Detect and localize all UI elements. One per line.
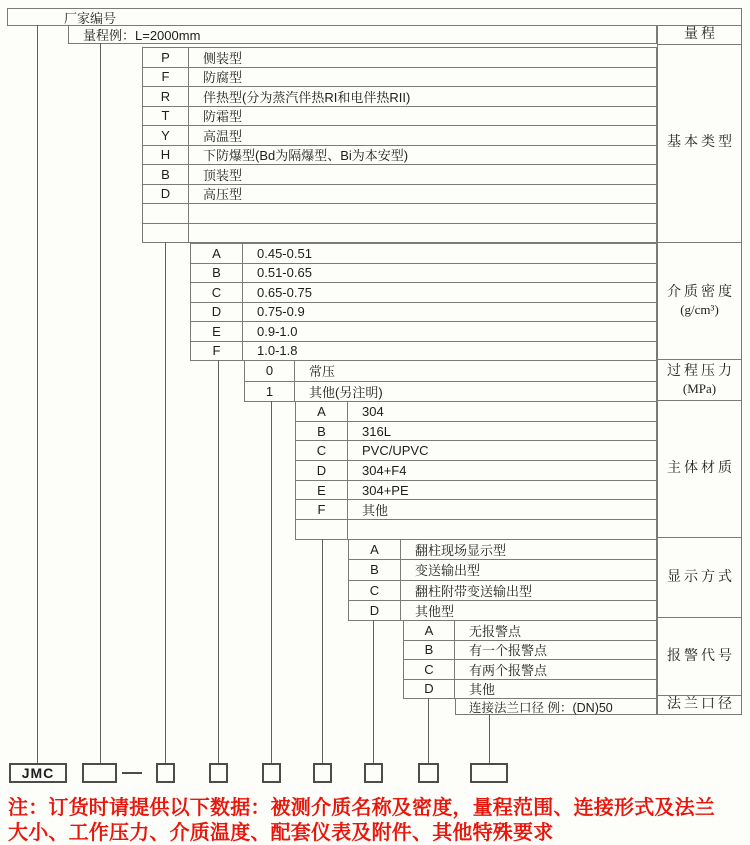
code-cell: B xyxy=(296,422,348,441)
table-row xyxy=(349,601,656,621)
code-cell: C xyxy=(191,283,243,302)
code-cell xyxy=(143,224,189,243)
model-prefix-box xyxy=(9,763,67,783)
description-cell: 1.0-1.8 xyxy=(257,343,298,359)
code-cell: F xyxy=(143,68,189,87)
code-box-alarm xyxy=(418,763,439,783)
description-cell: 变送输出型 xyxy=(415,563,481,579)
code-cell: 0 xyxy=(245,361,295,381)
code-cell: P xyxy=(143,48,189,67)
label-cell-density xyxy=(658,243,741,360)
table-row xyxy=(143,126,656,146)
description-cell: 0.51-0.65 xyxy=(257,265,312,281)
code-cell: F xyxy=(296,500,348,519)
connector-line-range xyxy=(100,43,101,764)
code-cell: 1 xyxy=(245,382,295,402)
table-row xyxy=(296,422,656,442)
label-cell-alarm xyxy=(658,618,741,696)
description-cell: 316L xyxy=(362,423,391,439)
table-row xyxy=(143,87,656,107)
table-row xyxy=(349,540,656,560)
table-row xyxy=(143,185,656,205)
code-cell: H xyxy=(143,146,189,165)
code-cell xyxy=(296,520,348,539)
factory-number-row xyxy=(7,8,742,26)
description-cell: 顶装型 xyxy=(203,167,243,183)
description-cell: 有一个报警点 xyxy=(469,643,548,659)
material-label: 主体材质 xyxy=(667,460,735,476)
description-cell: 其他(另注明) xyxy=(309,384,383,400)
description-cell: 防霜型 xyxy=(203,109,243,125)
code-box-basic-type xyxy=(156,763,175,783)
description-cell: 伴热型(分为蒸汽伴热RI和电伴热RII) xyxy=(203,89,411,105)
note-line-1: 注：订货时请提供以下数据：被测介质名称及密度，量程范围、连接形式及法兰 xyxy=(8,797,715,819)
code-cell: F xyxy=(191,342,243,361)
note-line-2: 大小、工作压力、介质温度、配套仪表及附件、其他特殊要求 xyxy=(8,822,554,844)
label-cell-flange xyxy=(658,696,741,714)
code-cell: B xyxy=(349,560,401,579)
flange-size-text: 连接法兰口径 例：(DN)50 xyxy=(469,700,613,715)
basic-type-table xyxy=(142,47,657,243)
code-cell: B xyxy=(404,641,455,660)
code-cell: D xyxy=(404,680,455,699)
table-row xyxy=(296,402,656,422)
alarm-code-table xyxy=(403,620,657,699)
description-cell: 0.65-0.75 xyxy=(257,284,312,300)
table-row xyxy=(296,520,656,540)
dash-separator xyxy=(122,772,142,774)
label-cell-display xyxy=(658,538,741,619)
connector-line-density xyxy=(218,360,219,764)
table-row xyxy=(143,48,656,68)
description-cell: 无报警点 xyxy=(469,623,522,639)
connector-line-pressure xyxy=(271,401,272,764)
table-row xyxy=(245,382,656,403)
description-cell xyxy=(189,204,656,223)
description-cell: 其他 xyxy=(362,503,389,519)
connector-line-material xyxy=(322,539,323,764)
code-cell: A xyxy=(349,540,401,559)
description-cell: 0.75-0.9 xyxy=(257,304,305,320)
table-row xyxy=(191,322,656,342)
medium-density-table xyxy=(190,243,657,361)
table-row xyxy=(349,581,656,601)
code-cell: D xyxy=(349,601,401,620)
code-cell: A xyxy=(191,244,243,263)
category-label-column xyxy=(657,25,742,715)
table-row xyxy=(296,441,656,461)
connector-line-factory xyxy=(37,25,38,764)
table-row xyxy=(191,283,656,303)
process-pressure-table xyxy=(244,360,657,402)
table-row xyxy=(143,204,656,224)
code-cell: R xyxy=(143,87,189,106)
code-cell: T xyxy=(143,107,189,126)
display-mode-label: 显示方式 xyxy=(667,569,735,585)
table-row xyxy=(245,361,656,382)
code-cell: D xyxy=(191,303,243,322)
connector-line-display xyxy=(373,620,374,764)
alarm-code-label: 报警代号 xyxy=(667,648,735,664)
description-cell: 304+PE xyxy=(362,482,409,498)
table-row xyxy=(143,224,656,244)
table-row xyxy=(349,560,656,580)
body-material-table xyxy=(295,401,657,540)
description-cell: 0.45-0.51 xyxy=(257,245,312,261)
flange-size-label: 法兰口径 xyxy=(667,697,735,712)
table-row xyxy=(404,621,656,641)
basic-type-label: 基本类型 xyxy=(667,135,735,151)
table-row xyxy=(404,660,656,680)
label-cell-pressure xyxy=(658,360,741,401)
code-cell: D xyxy=(296,461,348,480)
table-row xyxy=(143,107,656,127)
code-cell: B xyxy=(143,165,189,184)
code-cell: B xyxy=(191,264,243,283)
range-label: 量程 xyxy=(684,27,718,42)
code-cell: Y xyxy=(143,126,189,145)
table-row xyxy=(296,481,656,501)
description-cell: 0.9-1.0 xyxy=(257,323,298,339)
label-cell-range xyxy=(658,26,741,45)
code-box-material xyxy=(313,763,332,783)
description-cell: 高压型 xyxy=(203,187,243,203)
code-cell xyxy=(143,204,189,223)
table-row xyxy=(191,264,656,284)
table-row xyxy=(404,680,656,700)
description-cell xyxy=(348,520,656,539)
code-cell: C xyxy=(349,581,401,600)
table-row xyxy=(404,641,656,661)
range-row xyxy=(68,25,657,44)
density-unit-label: (g/cm³) xyxy=(680,302,719,318)
code-cell: A xyxy=(404,621,455,640)
connector-line-flange xyxy=(489,714,490,764)
code-box-pressure xyxy=(262,763,281,783)
table-row xyxy=(143,146,656,166)
code-box-display xyxy=(364,763,383,783)
description-cell: 侧装型 xyxy=(203,50,243,66)
factory-number-label: 厂家编号 xyxy=(64,10,117,26)
description-cell: 下防爆型(Bd为隔爆型、Bi为本安型) xyxy=(203,148,409,164)
description-cell: 防腐型 xyxy=(203,70,243,86)
table-row xyxy=(191,303,656,323)
description-cell: 高温型 xyxy=(203,128,243,144)
code-box-range xyxy=(82,763,117,783)
model-prefix-text: JMC xyxy=(21,765,55,781)
code-cell: D xyxy=(143,185,189,204)
table-row xyxy=(143,165,656,185)
order-note xyxy=(8,796,748,845)
code-cell: E xyxy=(191,322,243,341)
pressure-label: 过程压力 xyxy=(667,364,735,380)
description-cell: 翻柱现场显示型 xyxy=(415,543,507,559)
density-label: 介质密度 xyxy=(667,285,735,301)
code-box-density xyxy=(209,763,228,783)
table-row xyxy=(191,244,656,264)
code-cell: A xyxy=(296,402,348,421)
range-example-label: 量程例：L=2000mm xyxy=(83,28,201,43)
pressure-unit-label: (MPa) xyxy=(682,381,717,397)
description-cell: 其他型 xyxy=(415,603,455,619)
flange-size-row xyxy=(455,698,657,715)
description-cell: 常压 xyxy=(309,364,336,380)
table-row xyxy=(296,500,656,520)
connector-line-alarm xyxy=(428,698,429,764)
description-cell xyxy=(189,224,656,243)
code-cell: E xyxy=(296,481,348,500)
code-cell: C xyxy=(404,660,455,679)
description-cell: PVC/UPVC xyxy=(362,443,429,459)
display-mode-table xyxy=(348,539,657,621)
description-cell: 翻柱附带变送输出型 xyxy=(415,583,533,599)
description-cell: 有两个报警点 xyxy=(469,662,548,678)
description-cell: 304 xyxy=(362,403,384,419)
label-cell-material xyxy=(658,401,741,538)
table-row xyxy=(143,68,656,88)
code-cell: C xyxy=(296,441,348,460)
table-row xyxy=(296,461,656,481)
description-cell: 其他 xyxy=(469,682,496,698)
label-cell-basic-type xyxy=(658,45,741,243)
description-cell: 304+F4 xyxy=(362,462,407,478)
code-box-flange xyxy=(470,763,508,783)
table-row xyxy=(191,342,656,362)
connector-line-basic-type xyxy=(165,242,166,764)
